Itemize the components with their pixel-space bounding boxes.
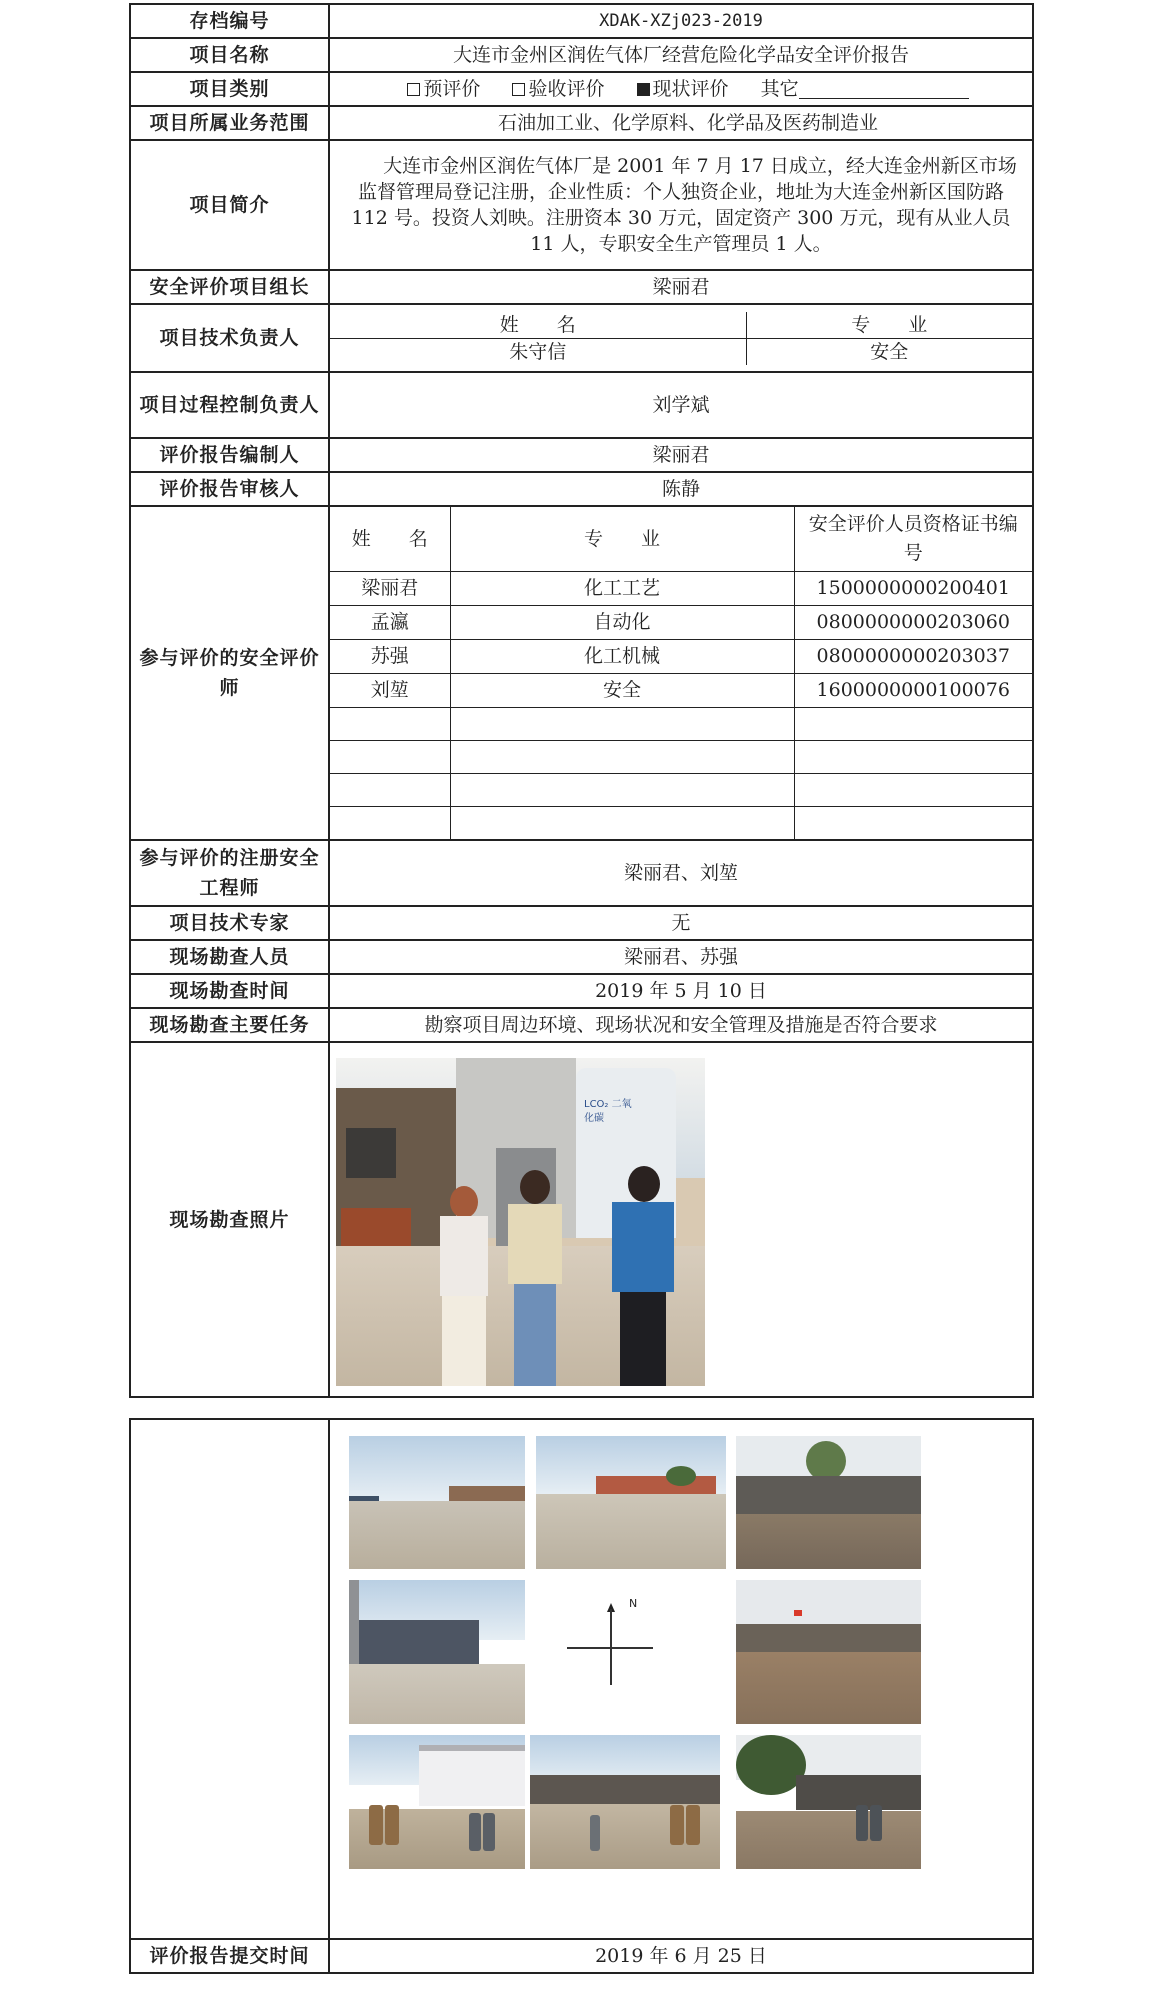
empty-cell <box>794 740 1032 773</box>
site-photo-5 <box>736 1580 921 1724</box>
registered-engineers-value: 梁丽君、刘堃 <box>329 840 1033 906</box>
empty-cell <box>794 707 1032 740</box>
site-photo-3 <box>736 1436 921 1569</box>
evaluators-label: 参与评价的安全评价师 <box>130 506 329 840</box>
empty-cell <box>450 806 794 839</box>
compass-north-label: N <box>629 1597 638 1610</box>
tech-lead-subtable <box>330 312 1032 365</box>
process-lead-value: 刘学斌 <box>329 372 1033 438</box>
site-photo-1 <box>349 1436 525 1569</box>
tech-lead-name: 朱守信 <box>330 338 746 365</box>
evaluator-major-header: 专 业 <box>450 507 794 571</box>
project-name-value: 大连市金州区润佐气体厂经营危险化学品安全评价报告 <box>329 38 1033 72</box>
project-name-label: 项目名称 <box>130 38 329 72</box>
process-lead-label: 项目过程控制负责人 <box>130 372 329 438</box>
site-staff-label: 现场勘查人员 <box>130 940 329 974</box>
site-photo-2 <box>536 1436 726 1569</box>
tech-lead-cell <box>329 304 1033 372</box>
empty-cell <box>794 806 1032 839</box>
intro-value: 大连市金州区润佐气体厂是 2001 年 7 月 17 日成立，经大连金州新区市场监督管理局登记注册，企业性质：个人独资企业，地址为大连金州新区国防路 112 号。投资人刘映。注册资本 30 万元，固定资产 300 万元，现有从业人员 11 人，专职安全生产管理员 1 人。 <box>329 140 1033 270</box>
empty-cell <box>450 740 794 773</box>
archive-no-label: 存档编号 <box>130 4 329 38</box>
checkbox-icon <box>407 83 420 96</box>
site-photo-4 <box>349 1580 525 1724</box>
site-group-photo <box>336 1058 705 1386</box>
registered-engineers-label: 参与评价的注册安全工程师 <box>130 840 329 906</box>
site-photo-label: 现场勘查照片 <box>130 1042 329 1397</box>
evaluator-cert: 1600000000100076 <box>794 673 1032 707</box>
submit-time-label: 评价报告提交时间 <box>130 1939 329 1973</box>
evaluator-cert: 0800000000203060 <box>794 605 1032 639</box>
archive-no-value: XDAK-XZj023-2019 <box>329 4 1033 38</box>
business-scope-value: 石油加工业、化学原料、化学品及医药制造业 <box>329 106 1033 140</box>
tech-lead-label: 项目技术负责人 <box>130 304 329 372</box>
option-acceptance-evaluation[interactable]: 验收评价 <box>512 78 604 100</box>
evaluator-cert: 1500000000200401 <box>794 571 1032 605</box>
site-photo-6 <box>349 1735 525 1869</box>
empty-cell <box>450 773 794 806</box>
evaluator-cert: 0800000000203037 <box>794 639 1032 673</box>
tank-sign: LCO₂ 二氧化碳 <box>584 1099 632 1124</box>
person-middle <box>504 1170 566 1386</box>
site-photo-8 <box>736 1735 921 1869</box>
evaluator-name: 梁丽君 <box>330 571 450 605</box>
intro-label: 项目简介 <box>130 140 329 270</box>
tech-expert-value: 无 <box>329 906 1033 940</box>
option-other: 其它 <box>761 78 969 100</box>
other-blank-line[interactable] <box>799 80 969 99</box>
person-right <box>608 1166 678 1386</box>
compiler-label: 评价报告编制人 <box>130 438 329 472</box>
person-left <box>436 1186 492 1386</box>
tech-lead-major: 安全 <box>870 340 909 363</box>
tech-lead-major-header: 专 业 <box>746 312 1032 339</box>
evaluator-name: 孟瀛 <box>330 605 450 639</box>
empty-cell <box>330 806 450 839</box>
reviewer-value: 陈静 <box>329 472 1033 506</box>
site-task-label: 现场勘查主要任务 <box>130 1008 329 1042</box>
compass-diagram <box>563 1595 653 1685</box>
empty-cell <box>330 707 450 740</box>
evaluator-cert-header: 安全评价人员资格证书编号 <box>794 507 1032 571</box>
team-leader-value: 梁丽君 <box>329 270 1033 304</box>
project-type-options <box>329 72 1033 106</box>
empty-cell <box>330 740 450 773</box>
site-photo-7 <box>530 1735 720 1869</box>
tech-expert-label: 项目技术专家 <box>130 906 329 940</box>
compiler-value: 梁丽君 <box>329 438 1033 472</box>
empty-cell <box>330 773 450 806</box>
evaluator-major: 安全 <box>450 673 794 707</box>
empty-cell <box>794 773 1032 806</box>
evaluator-major: 化工工艺 <box>450 571 794 605</box>
checkbox-icon <box>512 83 525 96</box>
team-leader-label: 安全评价项目组长 <box>130 270 329 304</box>
reviewer-label: 评价报告审核人 <box>130 472 329 506</box>
site-time-label: 现场勘查时间 <box>130 974 329 1008</box>
site-staff-value: 梁丽君、苏强 <box>329 940 1033 974</box>
evaluator-name-header: 姓 名 <box>330 507 450 571</box>
project-type-label: 项目类别 <box>130 72 329 106</box>
submit-time-value: 2019 年 6 月 25 日 <box>329 1939 1033 1973</box>
evaluators-subtable <box>330 507 1032 839</box>
evaluators-cell <box>329 506 1033 840</box>
empty-label-cell <box>130 1419 329 1939</box>
option-pre-evaluation[interactable]: 预评价 <box>407 78 480 100</box>
evaluator-major: 自动化 <box>450 605 794 639</box>
evaluator-name: 苏强 <box>330 639 450 673</box>
business-scope-label: 项目所属业务范围 <box>130 106 329 140</box>
site-time-value: 2019 年 5 月 10 日 <box>329 974 1033 1008</box>
evaluator-name: 刘堃 <box>330 673 450 707</box>
site-task-value: 勘察项目周边环境、现场状况和安全管理及措施是否符合要求 <box>329 1008 1033 1042</box>
option-status-evaluation[interactable]: 现状评价 <box>637 78 729 100</box>
checkbox-checked-icon <box>637 83 650 96</box>
tech-lead-name-header: 姓 名 <box>330 312 746 339</box>
evaluator-major: 化工机械 <box>450 639 794 673</box>
empty-cell <box>450 707 794 740</box>
